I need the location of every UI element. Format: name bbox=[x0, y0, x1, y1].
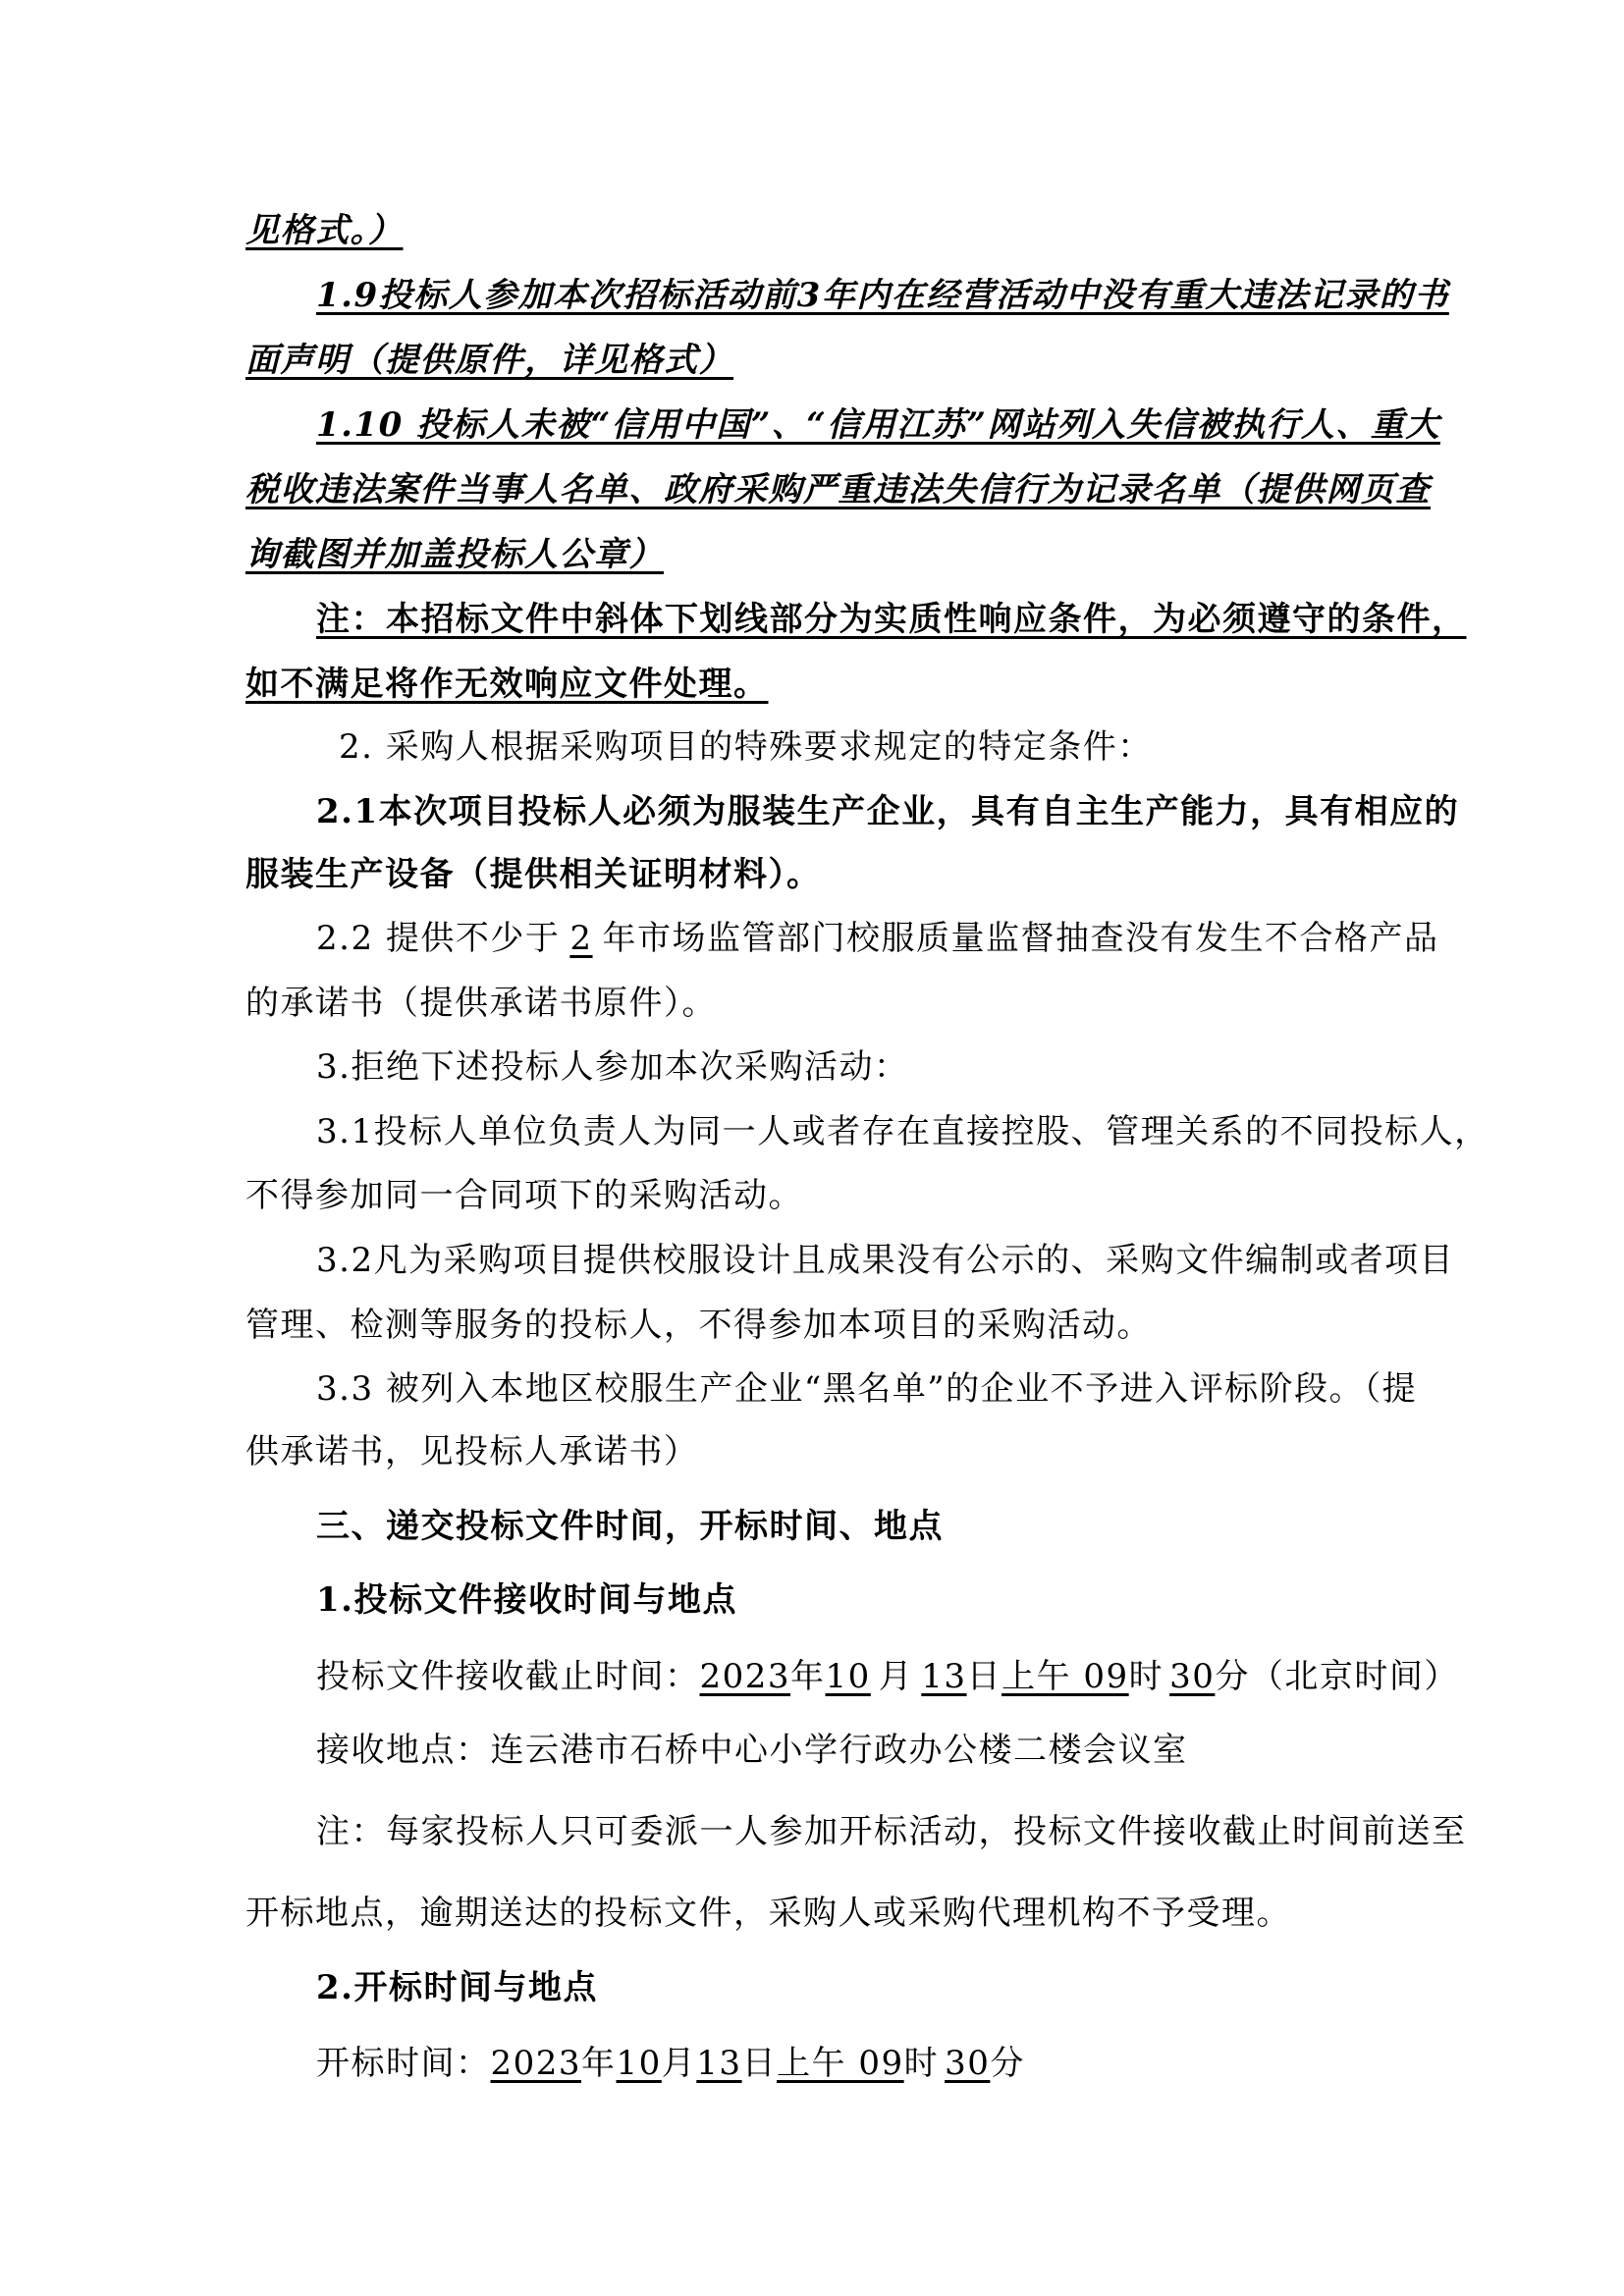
item-1-9-line2: 面声明（提供原件，详见格式） bbox=[245, 341, 733, 380]
location-value: 连云港市石桥中心小学行政办公楼二楼会议室 bbox=[490, 1731, 1188, 1770]
item-2-2-suffix: 年市场监管部门校服质量监督抽查没有发生不合格产品 bbox=[602, 919, 1439, 958]
location-label: 接收地点： bbox=[316, 1731, 491, 1770]
chapter-3-heading: 三、递交投标文件时间，开标时间、地点 bbox=[316, 1507, 944, 1546]
item-2-2-prefix: 2.2 提供不少于 bbox=[316, 919, 561, 958]
item-2-2-years: 2 bbox=[569, 919, 593, 958]
deadline-timezone: （北京时间） bbox=[1249, 1657, 1459, 1696]
item-3-1-line1: 3.1投标人单位负责人为同一人或者存在直接控股、管理关系的不同投标人， bbox=[316, 1112, 1489, 1151]
opening-label: 开标时间： bbox=[316, 2044, 491, 2083]
deadline-year: 2023 bbox=[699, 1657, 791, 1696]
opening-time bbox=[316, 2039, 1384, 2088]
submission-time-location-heading: 1.投标文件接收时间与地点 bbox=[316, 1580, 737, 1620]
item-1-8-tail: 见格式。） bbox=[245, 211, 404, 250]
deadline-minute: 30 bbox=[1169, 1657, 1216, 1696]
minute-unit: 分 bbox=[990, 2044, 1025, 2083]
section-3-heading: 3.拒绝下述投标人参加本次采购活动： bbox=[316, 1047, 909, 1087]
submission-location bbox=[316, 1726, 1384, 1775]
submission-deadline bbox=[316, 1652, 1459, 1701]
submission-note-line1: 注：每家投标人只可委派一人参加开标活动，投标文件接收截止时间前送至 bbox=[316, 1812, 1467, 1851]
substantive-note-line2: 如不满足将作无效响应文件处理。 bbox=[245, 665, 769, 704]
deadline-month: 10 bbox=[825, 1657, 871, 1696]
item-1-9-line1: 1.9投标人参加本次招标活动前3年内在经营活动中没有重大违法记录的书 bbox=[316, 276, 1449, 315]
item-3-3-line1: 3.3 被列入本地区校服生产企业“黑名单”的企业不予进入评标阶段。（提 bbox=[316, 1369, 1418, 1409]
section-2-heading: 2. 采购人根据采购项目的特殊要求规定的特定条件： bbox=[339, 727, 1153, 767]
minute-unit: 分 bbox=[1215, 1657, 1250, 1696]
item-1-10-line2: 税收违法案件当事人名单、政府采购严重违法失信行为记录名单（提供网页查 bbox=[245, 470, 1431, 509]
deadline-label: 投标文件接收截止时间： bbox=[316, 1657, 700, 1696]
item-3-3-line2: 供承诺书，见投标人承诺书） bbox=[245, 1432, 699, 1471]
deadline-period-hour: 上午 09 bbox=[1001, 1657, 1129, 1696]
opening-time-location-heading: 2.开标时间与地点 bbox=[316, 1968, 598, 2007]
opening-period-hour: 上午 09 bbox=[777, 2044, 904, 2083]
opening-month: 10 bbox=[616, 2044, 662, 2083]
item-3-2-line2: 管理、检测等服务的投标人，不得参加本项目的采购活动。 bbox=[245, 1306, 1152, 1345]
day-unit: 日 bbox=[741, 2044, 778, 2083]
item-1-10-line1: 1.10 投标人未被“信用中国”、“信用江苏”网站列入失信被执行人、重大 bbox=[316, 405, 1440, 445]
month-unit: 月 bbox=[878, 1657, 914, 1696]
day-unit: 日 bbox=[966, 1657, 1002, 1696]
hour-unit: 时 bbox=[1128, 1657, 1164, 1696]
year-unit: 年 bbox=[790, 1657, 826, 1696]
item-3-2-line1: 3.2凡为采购项目提供校服设计且成果没有公示的、采购文件编制或者项目 bbox=[316, 1241, 1455, 1280]
substantive-note-line1: 注：本招标文件中斜体下划线部分为实质性响应条件，为必须遵守的条件， bbox=[316, 600, 1467, 639]
item-2-2-line1 bbox=[316, 914, 1439, 963]
year-unit: 年 bbox=[581, 2044, 617, 2083]
item-1-10-line3: 询截图并加盖投标人公章） bbox=[245, 535, 664, 574]
hour-unit: 时 bbox=[903, 2044, 940, 2083]
item-3-1-line2: 不得参加同一合同项下的采购活动。 bbox=[245, 1176, 803, 1215]
item-2-1-line1: 2.1本次项目投标人必须为服装生产企业，具有自主生产能力，具有相应的 bbox=[316, 792, 1460, 831]
month-unit: 月 bbox=[661, 2044, 697, 2083]
item-2-2-line2: 的承诺书（提供承诺书原件）。 bbox=[245, 984, 717, 1023]
deadline-day: 13 bbox=[921, 1657, 967, 1696]
submission-note-line2: 开标地点，逾期送达的投标文件，采购人或采购代理机构不予受理。 bbox=[245, 1894, 1291, 1933]
opening-day: 13 bbox=[696, 2044, 742, 2083]
item-2-1-line2: 服装生产设备（提供相关证明材料）。 bbox=[245, 855, 822, 894]
opening-minute: 30 bbox=[945, 2044, 991, 2083]
opening-year: 2023 bbox=[490, 2044, 582, 2083]
